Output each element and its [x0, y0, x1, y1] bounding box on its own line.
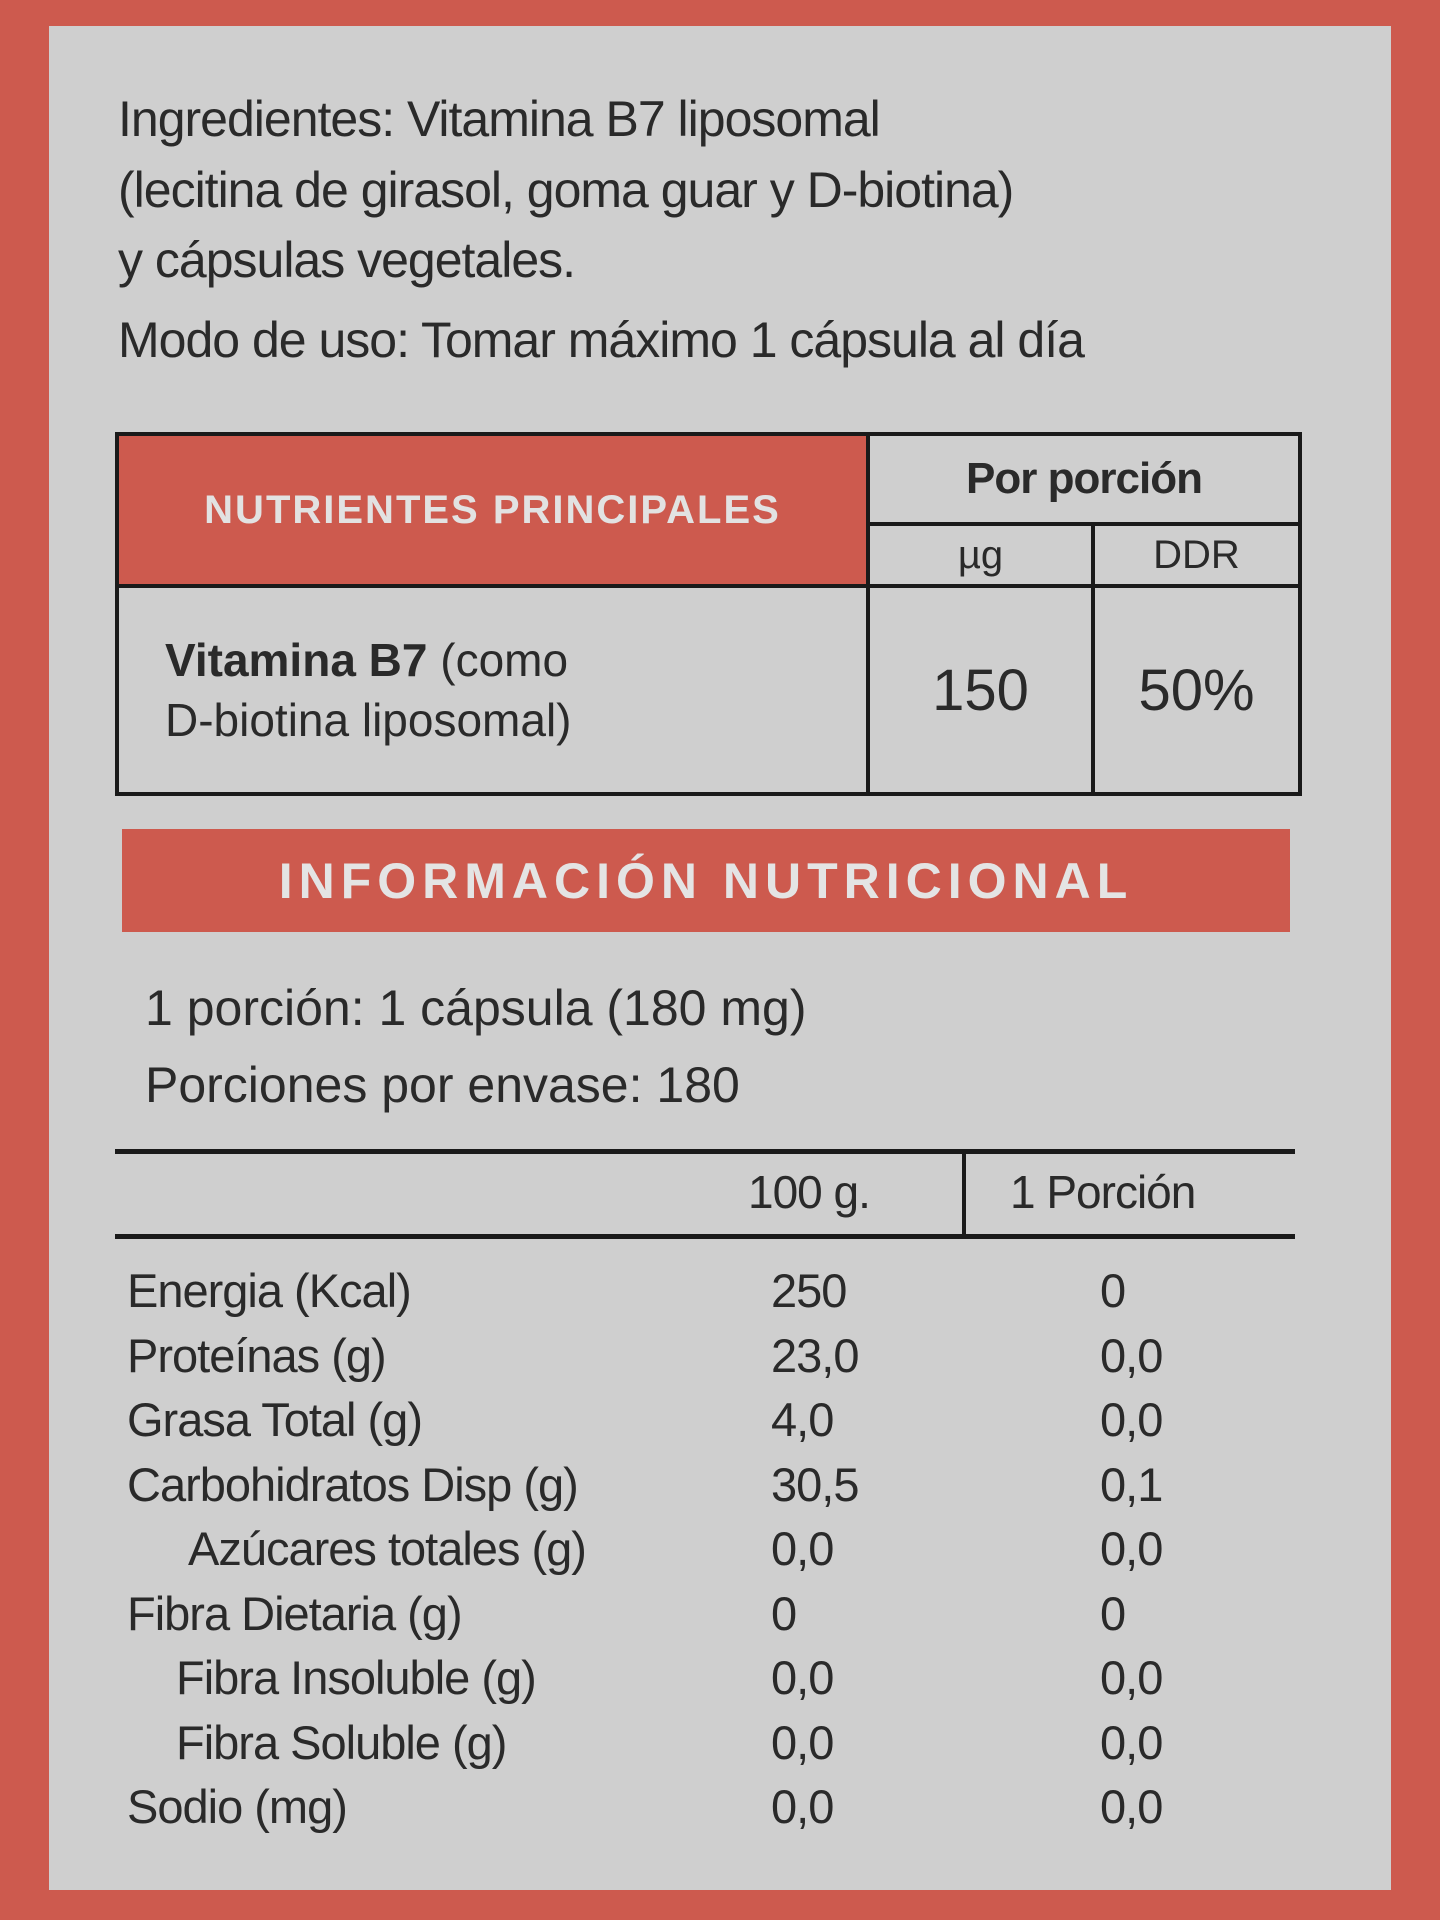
value-per-portion: 0,0: [1100, 1651, 1163, 1704]
value-per-portion: 0,0: [1100, 1393, 1163, 1446]
unit-header: µg: [870, 526, 1095, 588]
nutrition-row: [0, 1388, 1440, 1452]
usage-line: [118, 310, 1084, 370]
value-per-100g: 23,0: [771, 1328, 859, 1382]
ingredients-line-3: y cápsulas vegetales.: [118, 232, 576, 288]
nutrition-row: [0, 1775, 1440, 1839]
nutrient-name: [119, 588, 870, 792]
nutrient-name-bold: Vitamina B7: [165, 634, 428, 686]
nutrient-label: Fibra Soluble (g): [176, 1715, 507, 1769]
ingredients-label: Ingredientes:: [118, 91, 395, 147]
nutrient-ddr: 50%: [1138, 657, 1255, 723]
nutrition-row: [0, 1517, 1440, 1581]
nutrient-name-line2: D-biotina liposomal): [165, 694, 572, 746]
servings-per-container: Porciones por envase: 180: [145, 1057, 740, 1113]
nutrition-info-banner: INFORMACIÓN NUTRICIONAL: [122, 829, 1290, 932]
value-per-portion: 0: [1100, 1586, 1126, 1640]
nutrition-row: [0, 1324, 1440, 1388]
nutrition-row: [0, 1453, 1440, 1517]
value-per-100g: 250: [771, 1264, 847, 1317]
nutrition-row: [0, 1259, 1440, 1323]
ingredients-line-2: (lecitina de girasol, goma guar y D-biotina): [118, 162, 1014, 218]
nutrition-row: [0, 1711, 1440, 1775]
value-per-100g: 30,5: [771, 1457, 859, 1511]
value-per-portion: 0,0: [1100, 1522, 1163, 1575]
value-per-100g: 0,0: [771, 1522, 834, 1575]
usage-label: Modo de uso:: [118, 312, 409, 368]
usage-text: Tomar máximo 1 cápsula al día: [408, 312, 1084, 368]
ingredients-line-1: [118, 89, 880, 149]
value-per-portion: 0,0: [1100, 1328, 1163, 1382]
nutrition-row: [0, 1582, 1440, 1646]
value-per-100g: 0,0: [771, 1651, 834, 1704]
nutrient-name-rest: (como: [427, 634, 569, 686]
nutrient-label: Grasa Total (g): [127, 1393, 422, 1446]
nutrient-label: Azúcares totales (g): [188, 1522, 586, 1575]
main-nutrients-header: NUTRIENTES PRINCIPALES: [119, 436, 870, 588]
nutrient-label: Energia (Kcal): [127, 1264, 411, 1317]
table-top-rule: [115, 1149, 1295, 1154]
column-divider: [962, 1152, 966, 1236]
nutrient-label: Sodio (mg): [127, 1780, 347, 1833]
col-header-portion: 1 Porción: [1010, 1166, 1196, 1218]
nutrition-row: [0, 1646, 1440, 1710]
value-per-100g: 0,0: [771, 1780, 834, 1833]
nutrient-amount: 150: [870, 588, 1095, 792]
value-per-portion: 0,0: [1100, 1780, 1163, 1833]
value-per-100g: 0: [771, 1586, 797, 1640]
col-header-100g: 100 g.: [748, 1166, 870, 1218]
serving-size: 1 porción: 1 cápsula (180 mg): [145, 980, 807, 1036]
nutrient-label: Fibra Dietaria (g): [127, 1586, 462, 1640]
value-per-100g: 4,0: [771, 1393, 834, 1446]
table-header-rule: [115, 1234, 1295, 1239]
nutrient-label: Proteínas (g): [127, 1328, 386, 1382]
ddr-header: DDR: [1095, 526, 1298, 588]
nutrient-label: Fibra Insoluble (g): [176, 1651, 536, 1704]
nutrient-label: Carbohidratos Disp (g): [127, 1457, 578, 1511]
value-per-portion: 0: [1100, 1264, 1126, 1317]
value-per-100g: 0,0: [771, 1715, 834, 1769]
value-per-portion: 0,1: [1100, 1457, 1163, 1511]
per-serving-header: Por porción: [870, 436, 1298, 526]
ingredients-text: Vitamina B7 liposomal: [394, 91, 880, 147]
value-per-portion: 0,0: [1100, 1715, 1163, 1769]
main-nutrients-table: [115, 432, 1302, 796]
